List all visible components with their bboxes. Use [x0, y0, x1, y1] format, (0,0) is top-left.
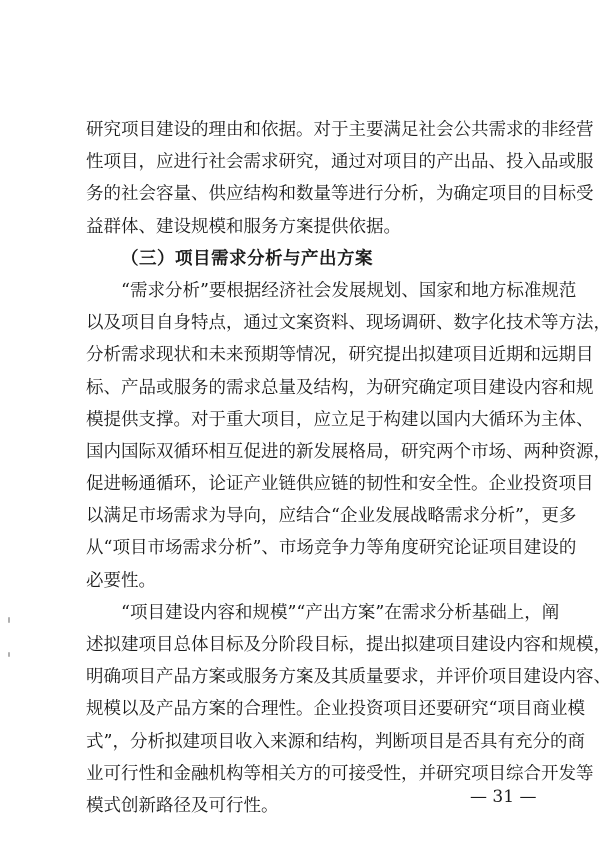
- paragraph-line: 性项目，应进行社会需求研究，通过对项目的产出品、投入品或服: [86, 152, 594, 173]
- paragraph-line: 必要性。: [86, 570, 156, 591]
- scan-mark: [8, 652, 10, 657]
- paragraph-line: 模提供支撑。对于重大项目，应立足于构建以国内大循环为主体、: [86, 409, 594, 430]
- paragraph-line: 规模以及产品方案的合理性。企业投资项目还要研究“项目商业模: [86, 699, 585, 720]
- paragraph-line: 以满足市场需求为导向，应结合“企业发展战略需求分析”，更多: [86, 506, 577, 527]
- paragraph-line: 务的社会容量、供应结构和数量等进行分析，为确定项目的目标受: [86, 184, 594, 205]
- paragraph-line: 益群体、建设规模和服务方案提供依据。: [86, 216, 401, 237]
- body-text: [86, 114, 611, 822]
- paragraph-line: 式”，分析拟建项目收入来源和结构，判断项目是否具有充分的商: [86, 731, 585, 752]
- paragraph-line: 研究项目建设的理由和依据。对于主要满足社会公共需求的非经营: [86, 120, 594, 140]
- paragraph-line: “需求分析”要根据经济社会发展规划、国家和地方标准规范: [121, 280, 577, 301]
- page-number: — 31 —: [470, 787, 537, 807]
- paragraph-line: 业可行性和金融机构等相关方的可接受性，并研究项目综合开发等: [86, 763, 594, 784]
- paragraph-line: “项目建设内容和规模”“产出方案”在需求分析基础上，阐: [121, 602, 560, 623]
- paragraph-line: 从“项目市场需求分析”、市场竞争力等角度研究论证项目建设的: [86, 538, 577, 559]
- paragraph-line: 国内国际双循环相互促进的新发展格局，研究两个市场、两种资源，: [86, 441, 611, 462]
- paragraph-line: 促进畅通循环，论证产业链供应链的韧性和安全性。企业投资项目: [86, 474, 594, 495]
- section-heading: （三）项目需求分析与产出方案: [121, 248, 373, 269]
- scan-mark: [8, 617, 10, 623]
- paragraph-line: 标、产品或服务的需求总量及结构，为研究确定项目建设内容和规: [86, 377, 594, 398]
- paragraph-line: 分析需求现状和未来预期等情况，研究提出拟建项目近期和远期目: [86, 345, 594, 366]
- paragraph-line: 模式创新路径及可行性。: [86, 795, 279, 816]
- paragraph-line: 述拟建项目总体目标及分阶段目标，提出拟建项目建设内容和规模，: [86, 635, 611, 655]
- paragraph-line: 明确项目产品方案或服务方案及其质量要求，并评价项目建设内容、: [86, 667, 611, 688]
- paragraph-line: 以及项目自身特点，通过文案资料、现场调研、数字化技术等方法，: [86, 313, 611, 334]
